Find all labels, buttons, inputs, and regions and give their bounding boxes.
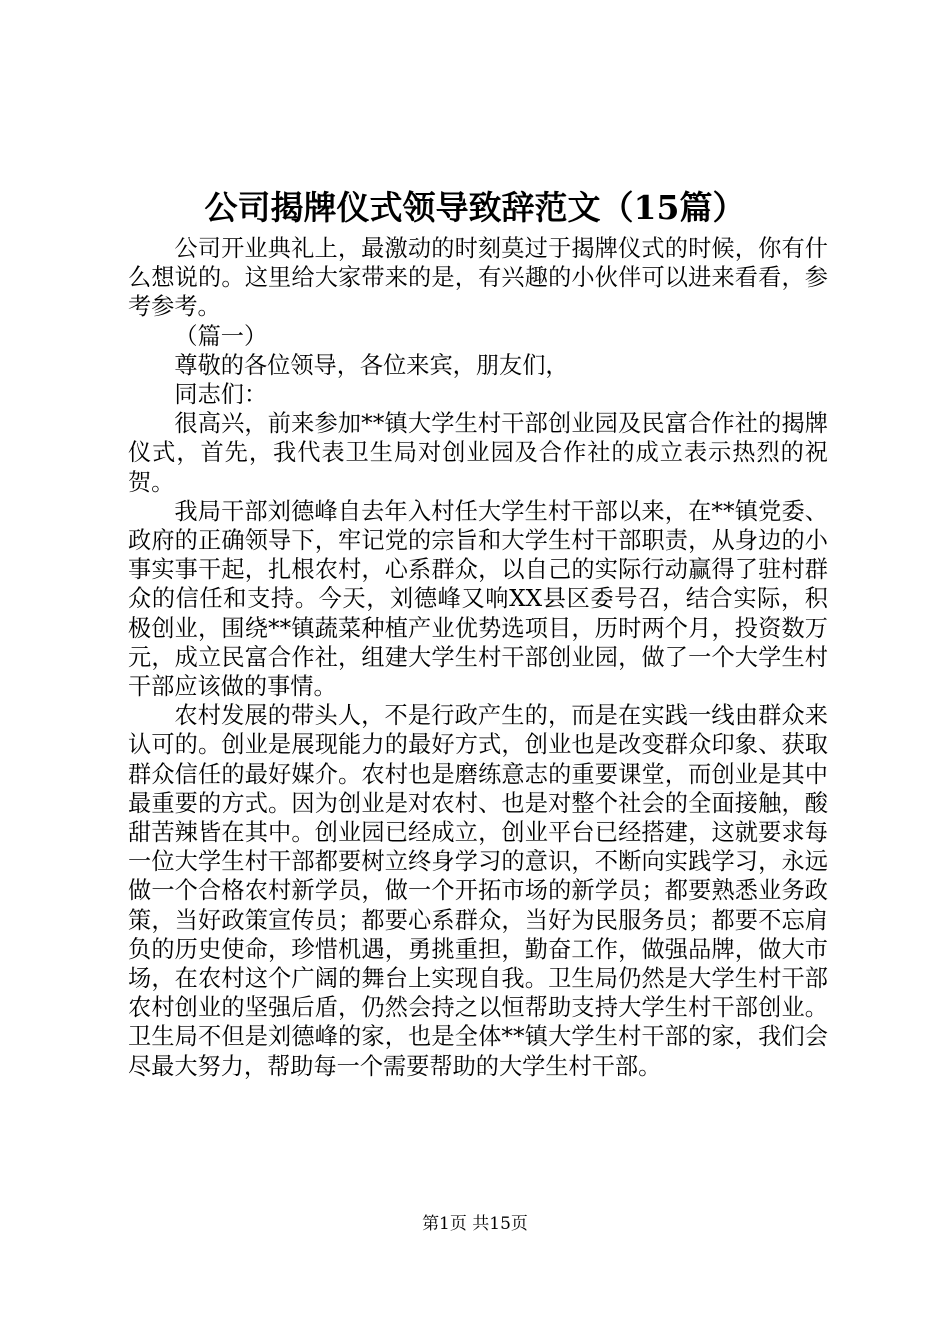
- document-title: 公司揭牌仪式领导致辞范文（15篇）: [204, 188, 746, 227]
- page-footer: 第1页 共15页: [422, 1214, 528, 1234]
- salutation-line: 尊敬的各位领导，各位来宾，朋友们，: [174, 351, 569, 379]
- body-paragraph: 很高兴，前来参加**镇大学生村干部创业园及民富合作社的揭牌仪式，首先，我代表卫生局对创业园及合作社的成立表示热烈的祝贺。: [128, 410, 828, 496]
- intro-paragraph: 公司开业典礼上，最激动的时刻莫过于揭牌仪式的时候，你有什么想说的。这里给大家带来的是，有兴趣的小伙伴可以进来看看，参考参考。: [128, 235, 828, 321]
- body-paragraph: 农村发展的带头人，不是行政产生的，而是在实践一线由群众来认可的。创业是展现能力的最好方式，创业也是改变群众印象、获取群众信任的最好媒介。农村也是磨练意志的重要课堂，而创业是其中最重要的方式。因为创业是对农村、也是对整个社会的全面接触，酸甜苦辣皆在其中。创业园已经成立，创业平台已经搭建，这就要求每一位大学生村干部都要树立终身学习的意识，不断向实践学习，永远做一个合格农村新学员，做一个开拓市场的新学员；都要熟悉业务政策，当好政策宣传员；都要心系群众，当好为民服务员；都要不忘肩负的历史使命，珍惜机遇，勇挑重担，勤奋工作，做强品牌，做大市场，在农村这个广阔的舞台上实现自我。卫生局仍然是大学生村干部农村创业的坚强后盾，仍然会持之以恒帮助支持大学生村干部创业。卫生局不但是刘德峰的家，也是全体**镇大学生村干部的家，我们会尽最大努力，帮助每一个需要帮助的大学生村干部。: [128, 702, 828, 1080]
- salutation-line-2: 同志们：: [174, 381, 268, 409]
- body-paragraph: 我局干部刘德峰自去年入村任大学生村干部以来，在**镇党委、政府的正确领导下，牢记党的宗旨和大学生村干部职责，从身边的小事实事干起，扎根农村，心系群众，以自己的实际行动赢得了驻村群众的信任和支持。今天，刘德峰又响XX县区委号召，结合实际，积极创业，围绕**镇蔬菜种植产业优势选项目，历时两个月，投资数万元，成立民富合作社，组建大学生村干部创业园，做了一个大学生村干部应该做的事情。: [128, 497, 828, 701]
- document-body: [128, 234, 828, 1081]
- section-heading: （篇一）: [174, 322, 268, 350]
